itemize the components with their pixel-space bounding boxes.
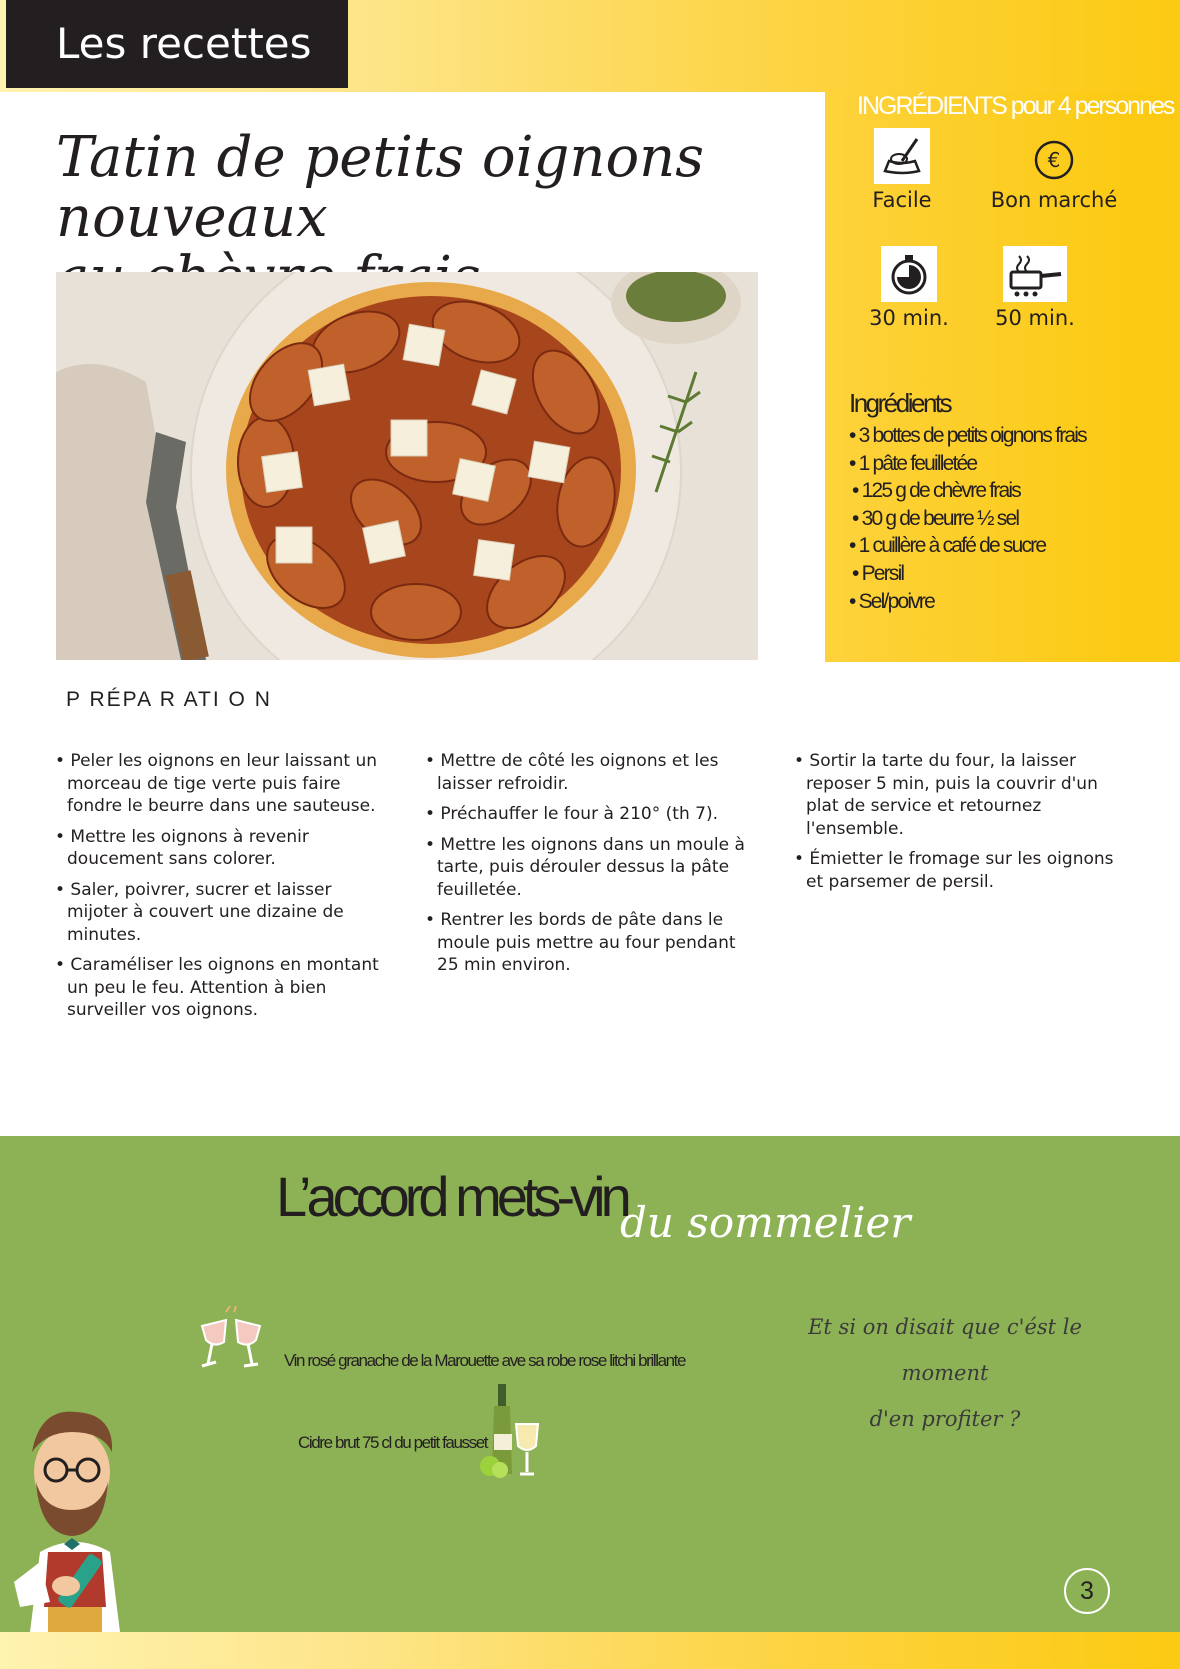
cook-time-badge — [995, 246, 1075, 330]
ingredient-item: • 3 bottes de petits oignons frais — [849, 424, 1086, 447]
ingredient-item: • 125 g de chèvre frais — [852, 479, 1020, 503]
ingredient-item: • 1 pâte feuilletée — [849, 451, 977, 475]
preparation-step: • Mettre les oignons à revenir doucement sans colorer. — [55, 826, 309, 869]
ingredient-item: • 30 g de beurre ½ sel — [852, 506, 1019, 530]
sommelier-illustration — [10, 1402, 140, 1636]
wine-pairing-title: L’accord mets-vin — [276, 1165, 627, 1228]
ingredients-list-title: Ingrédients — [849, 388, 951, 418]
wine-pairing-subtitle: du sommelier — [620, 1198, 911, 1247]
wine-suggestion-1: Vin rosé granache de la Marouette ave sa robe rose litchi brillante — [284, 1351, 686, 1370]
preparation-step: • Caraméliser les oignons en montant un peu le feu. Attention à bien surveiller vos oignons. — [55, 955, 379, 1020]
preparation-step: • Mettre de côté les oignons et les laisser refroidir. — [425, 751, 719, 794]
svg-text:€: € — [1047, 148, 1061, 172]
ingredient-item: • Persil — [852, 561, 904, 585]
prep-time-badge — [869, 246, 949, 330]
preparation-column-2 — [425, 750, 755, 985]
ingredients-panel — [825, 92, 1174, 662]
wine-suggestion-2: Cidre brut 75 cl du petit fausset — [298, 1433, 488, 1452]
right-yellow-strip — [1140, 92, 1180, 662]
cost-label: Bon marché — [990, 188, 1118, 212]
ingredients-heading: INGRÉDIENTS pour 4 personnes — [857, 92, 1174, 120]
wine-pairing-section — [0, 1136, 1180, 1632]
cost-badge — [989, 136, 1119, 212]
wine-quote — [770, 1304, 1120, 1442]
ingredient-item: • Sel/poivre — [849, 589, 934, 613]
cider-bottle-icon — [478, 1384, 544, 1484]
preparation-column-3 — [794, 750, 1124, 901]
preparation-step: • Saler, poivrer, sucrer et laisser mijoter à couvert une dizaine de minutes. — [55, 879, 344, 945]
rose-glasses-icon — [196, 1306, 266, 1380]
preparation-heading: P RÉPA R ATI O N — [66, 688, 272, 711]
ingredients-list — [849, 422, 1086, 615]
preparation-step: • Rentrer les bords de pâte dans le moule puis mettre au four pendant 25 min environ. — [425, 910, 736, 975]
euro-icon — [1026, 136, 1082, 184]
recipe-photo — [56, 272, 758, 660]
stopwatch-icon — [881, 246, 937, 302]
bottom-yellow-band — [0, 1632, 1180, 1669]
preparation-step: • Sortir la tarte du four, la laisser reposer 5 min, puis la couvrir d'un plat de service et retournez l'ensemble. — [794, 751, 1098, 839]
preparation-column-1 — [55, 750, 385, 1030]
preparation-step: • Mettre les oignons dans un moule à tarte, puis dérouler dessus la pâte feuilletée. — [425, 834, 745, 900]
recipe-title-line1: Tatin de petits oignons nouveaux — [56, 125, 704, 250]
preparation-step: • Préchauffer le four à 210° (th 7). — [425, 804, 718, 824]
preparation-step: • Émietter le fromage sur les oignons et parsemer de persil. — [794, 849, 1114, 892]
prep-time-label: 30 min. — [869, 306, 949, 330]
difficulty-label: Facile — [872, 188, 932, 212]
cook-time-label: 50 min. — [995, 306, 1075, 330]
difficulty-badge — [867, 128, 937, 212]
section-label: Les recettes — [6, 0, 348, 88]
page-number: 3 — [1064, 1568, 1110, 1614]
preparation-step: • Peler les oignons en leur laissant un morceau de tige verte puis faire fondre le beurre dans une sauteuse. — [55, 751, 378, 816]
wine-quote-line1: Et si on disait que c'ést le moment — [808, 1315, 1082, 1385]
cooking-pot-icon — [1003, 246, 1067, 302]
whisk-icon — [874, 128, 930, 184]
wine-quote-line2: d'en profiter ? — [869, 1407, 1021, 1431]
ingredient-item: • 1 cuillère à café de sucre — [849, 534, 1046, 558]
